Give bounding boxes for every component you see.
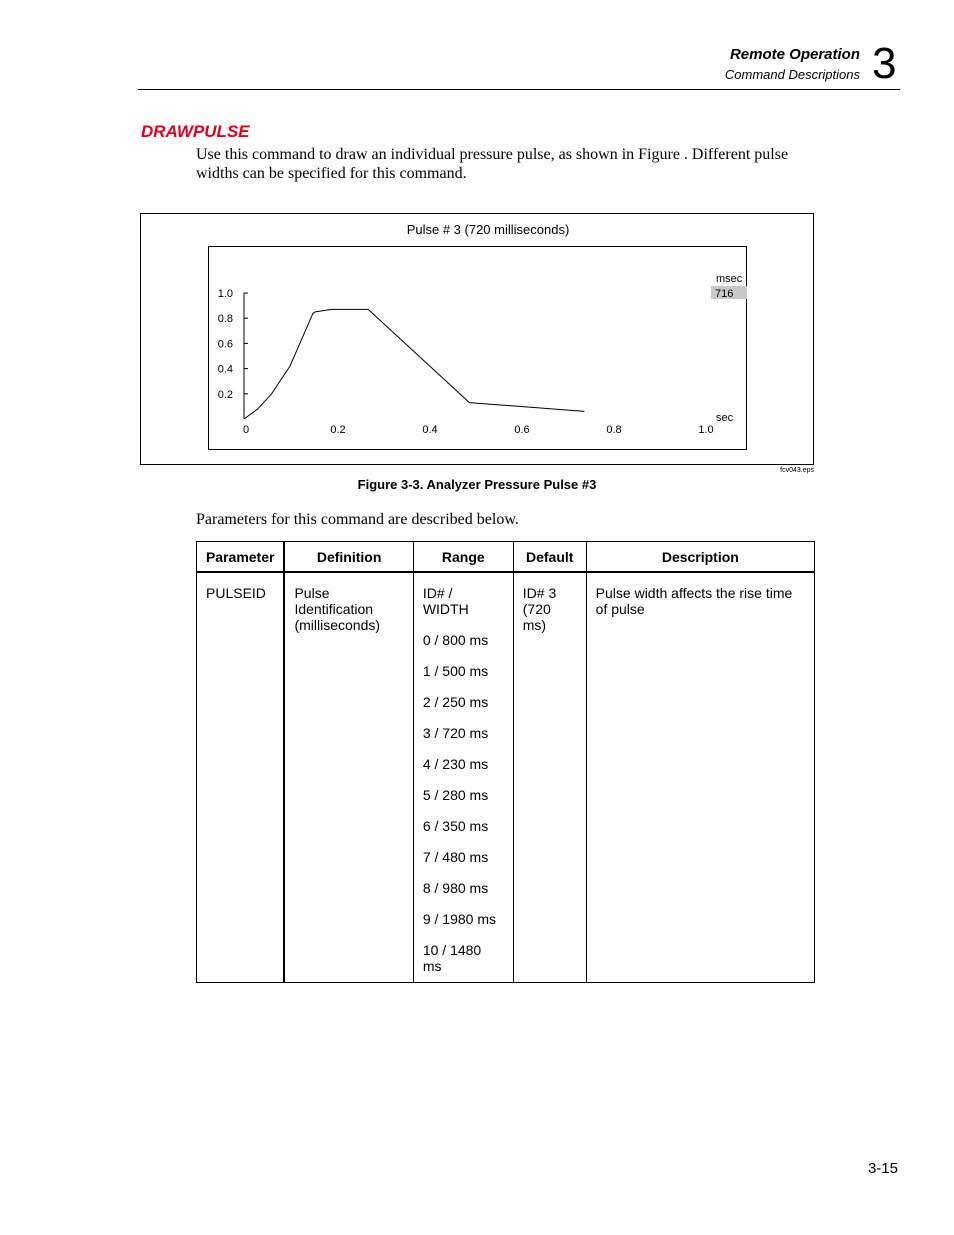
default-line: ID# 3 — [522, 585, 557, 601]
range-item: 6 / 350 ms — [422, 818, 489, 834]
parameters-table — [196, 541, 815, 983]
x-tick-label: 0 — [242, 424, 250, 436]
table-row — [197, 572, 815, 983]
y-tick-label: 0.6 — [217, 338, 233, 351]
range-item: 0 / 800 ms — [422, 632, 489, 648]
default-line: ms) — [522, 617, 547, 633]
header-title: Remote Operation — [729, 46, 860, 63]
header-range: Range — [413, 542, 513, 573]
params-intro: Parameters for this command are described below. — [196, 511, 519, 528]
readout-value: 716 — [715, 288, 734, 300]
readout-label: msec — [716, 273, 743, 285]
header-subtitle: Command Descriptions — [724, 67, 860, 82]
page-number: 3-15 — [867, 1160, 898, 1177]
pulse-chart — [140, 213, 814, 465]
definition-line: Pulse — [294, 585, 330, 601]
range-item: 7 / 480 ms — [422, 849, 489, 865]
range-item: 1 / 500 ms — [422, 663, 489, 679]
x-axis-label: sec — [716, 412, 734, 424]
plot-frame — [209, 247, 747, 450]
section-title: DRAWPULSE — [141, 122, 250, 141]
range-head-line: ID# / — [422, 585, 453, 601]
x-tick-label: 0.8 — [606, 424, 622, 436]
chart-title: Pulse # 3 (720 milliseconds) — [406, 222, 570, 237]
x-tick-label: 0.4 — [422, 424, 438, 436]
x-tick-label: 0.2 — [330, 424, 346, 436]
range-head-line: WIDTH — [422, 601, 469, 617]
y-tick-label: 0.4 — [217, 363, 233, 376]
range-item: 5 / 280 ms — [422, 787, 489, 803]
chapter-number: 3 — [872, 39, 897, 88]
x-ticks — [243, 424, 714, 436]
range-item: 4 / 230 ms — [422, 756, 489, 772]
header-parameter: Parameter — [197, 542, 285, 573]
y-tick-label: 1.0 — [217, 288, 233, 300]
header-description: Description — [586, 542, 814, 573]
cell-description: Pulse width affects the rise time of pulse — [586, 572, 814, 983]
figure-file-label: fcv043.eps — [780, 467, 814, 474]
range-item: 9 / 1980 ms — [422, 911, 496, 927]
y-tick-label: 0.2 — [217, 388, 233, 401]
intro-paragraph: Use this command to draw an individual pressure pulse, as shown in Figure . Different pulse widths can be specified for this command. — [196, 146, 789, 182]
cell-range — [413, 572, 513, 983]
cell-parameter: PULSEID — [197, 572, 285, 983]
x-tick-label: 0.6 — [514, 424, 530, 436]
y-ticks — [218, 288, 248, 401]
range-item: 2 / 250 ms — [422, 694, 489, 710]
definition-line: (milliseconds) — [294, 617, 381, 633]
definition-line: Identification — [294, 601, 374, 617]
pulse-series-line — [244, 309, 584, 419]
figure-caption: Figure 3-3. Analyzer Pressure Pulse #3 — [357, 477, 597, 492]
header-default: Default — [513, 542, 586, 573]
y-tick-label: 0.8 — [217, 313, 233, 326]
default-line: (720 — [522, 601, 551, 617]
header-definition: Definition — [284, 542, 413, 573]
cell-definition — [284, 572, 413, 983]
range-item: 8 / 980 ms — [422, 880, 489, 896]
range-item: 10 / 1480 ms — [422, 942, 482, 974]
cell-default — [513, 572, 586, 983]
x-tick-label: 1.0 — [698, 424, 714, 436]
range-head — [423, 585, 504, 617]
range-item: 3 / 720 ms — [422, 725, 489, 741]
header-rule — [138, 89, 900, 90]
